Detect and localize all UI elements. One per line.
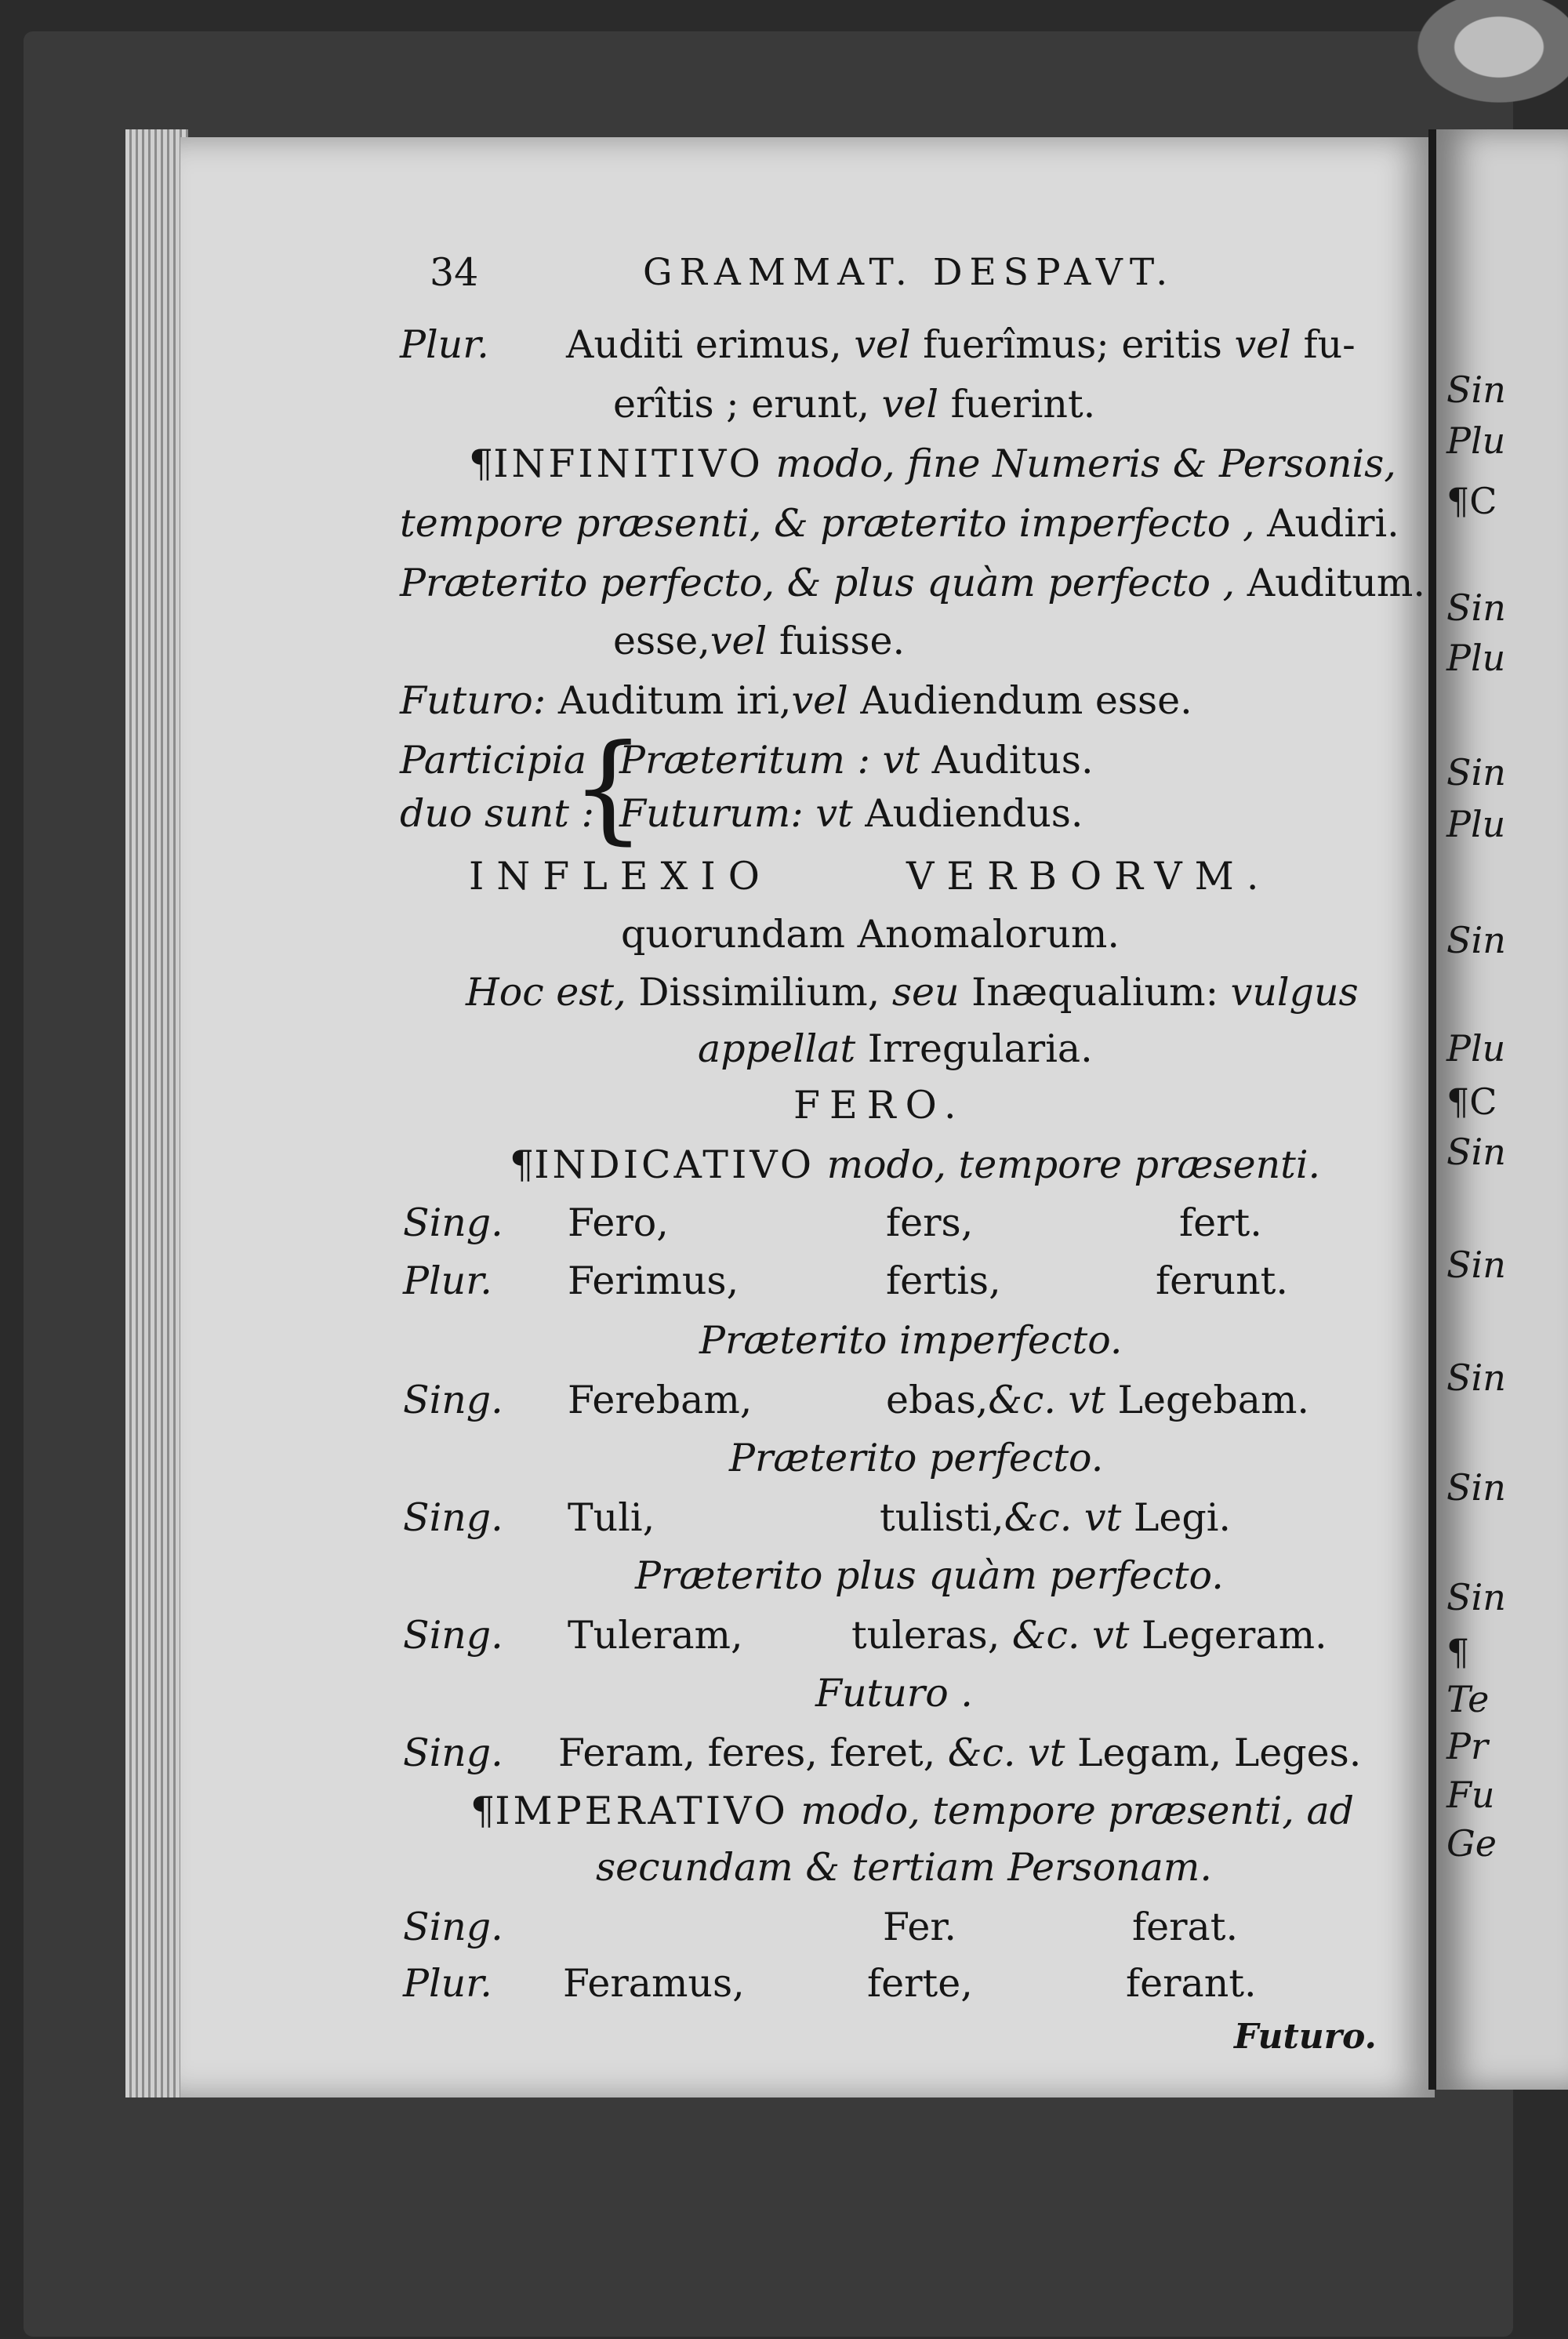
number-label: Sing. [403, 1905, 503, 1949]
facing-page-fragment: Sin [1446, 1466, 1506, 1509]
text-line-7: Futuro: Auditum iri,vel Audiendum esse. [400, 678, 1192, 723]
tense-heading: Præterito perfecto. [729, 1436, 1104, 1480]
facing-page-fragment: Plu [1446, 419, 1506, 462]
form-cell: fert. [1179, 1200, 1262, 1245]
form-cell: Feramus, [563, 1961, 745, 2006]
facing-page-fragment: Sin [1446, 1131, 1506, 1173]
form-cell: Fero, [568, 1200, 669, 1245]
number-label: Sing. [403, 1200, 503, 1245]
pilcrow-mark: ¶ [510, 1142, 535, 1187]
text-line-27: secundam & tertiam Personam. [596, 1845, 1212, 1890]
facing-page-fragment: Ge [1446, 1822, 1497, 1865]
form-cell: tulisti,&c. vt Legi. [880, 1495, 1232, 1540]
tense-heading: Præterito imperfecto. [699, 1318, 1123, 1363]
facing-page-fragment: ¶C [1446, 1081, 1497, 1123]
facing-page-fragment: Sin [1446, 1576, 1506, 1618]
number-label: Plur. [403, 1961, 492, 2006]
number-label: Sing. [403, 1495, 503, 1540]
text-line-8: Præteritum : vt Auditus. [619, 738, 1094, 783]
text-line-5: Præterito perfecto, & plus quàm perfecto , Auditum. [400, 561, 1425, 605]
form-cell: ferat. [1132, 1905, 1239, 1949]
form-cell: fertis, [886, 1258, 1001, 1303]
number-label: Sing. [403, 1731, 503, 1775]
form-cell: tuleras, &c. vt Legeram. [851, 1613, 1327, 1658]
bookmark-ribbon [1396, 0, 1568, 118]
number-label: Plur. [403, 1258, 492, 1303]
section-heading-inflexio: INFLEXIO [469, 854, 772, 899]
facing-page-fragment: Sin [1446, 919, 1506, 961]
tense-heading: Præterito plus quàm perfecto. [635, 1553, 1224, 1598]
facing-page-fragment: ¶ [1446, 1631, 1470, 1673]
text-line-12: Hoc est, Dissimilium, seu Inæqualium: vulgus [466, 970, 1359, 1015]
form-cell: Fer. [883, 1905, 956, 1949]
text-line-2: erîtis ; erunt, vel fuerint. [613, 382, 1096, 427]
catchword: Futuro. [1234, 2017, 1377, 2057]
text-line-13: appellat Irregularia. [698, 1026, 1093, 1071]
form-cell: Tuleram, [568, 1613, 743, 1658]
form-cell: Ferebam, [568, 1378, 753, 1422]
facing-page-fragment: Sin [1446, 751, 1506, 794]
form-cell: ferte, [867, 1961, 973, 2006]
facing-page-fragment: Sin [1446, 369, 1506, 411]
facing-page-fragment: Fu [1446, 1774, 1495, 1816]
text-line-1: Auditi erimus, vel fuerîmus; eritis vel fu- [566, 322, 1356, 367]
facing-page-fragment: Sin [1446, 1357, 1506, 1399]
infinitive-heading: ¶INFINITIVO modo, fine Numeris & Personis, [469, 441, 1396, 486]
form-cell: Feram, feres, feret, &c. vt Legam, Leges. [558, 1731, 1362, 1775]
text-line-6: esse,vel fuisse. [613, 619, 906, 663]
facing-page-fragment: Te [1446, 1678, 1490, 1720]
facing-page-fragment: Sin [1446, 1244, 1506, 1286]
page-number: 34 [430, 250, 479, 295]
form-cell: Tuli, [568, 1495, 655, 1540]
form-cell: Ferimus, [568, 1258, 739, 1303]
text-line-11: quorundam Anomalorum. [621, 912, 1120, 957]
facing-page-fragment: Plu [1446, 1027, 1506, 1070]
form-cell: ferunt. [1156, 1258, 1288, 1303]
number-label: Sing. [403, 1613, 503, 1658]
imperative-heading: ¶IMPERATIVO modo, tempore præsenti, ad [470, 1789, 1355, 1833]
verb-heading-fero: FERO. [793, 1083, 966, 1128]
form-cell: ebas,&c. vt Legebam. [886, 1378, 1310, 1422]
text-line-4: tempore præsenti, & præterito imperfecto , Audiri. [400, 501, 1399, 546]
form-cell: ferant. [1126, 1961, 1257, 2006]
page-edges [125, 129, 188, 2097]
facing-page-fragment: Plu [1446, 803, 1506, 845]
curly-brace: { [571, 720, 646, 856]
facing-page-fragment: Sin [1446, 587, 1506, 629]
indicative-heading: ¶INDICATIVO modo, tempore præsenti. [510, 1142, 1321, 1187]
facing-page-fragment: ¶C [1446, 480, 1497, 522]
facing-page-fragment: Pr [1446, 1725, 1488, 1767]
pilcrow-mark: ¶ [469, 441, 494, 486]
pilcrow-mark: ¶ [470, 1789, 495, 1833]
facing-page-fragment: Plu [1446, 637, 1506, 679]
tense-heading: Futuro . [815, 1671, 973, 1716]
number-label: Sing. [403, 1378, 503, 1422]
form-cell: fers, [886, 1200, 974, 1245]
section-heading-verborum: VERBORVM. [906, 854, 1272, 899]
participia-label: Participia [400, 738, 587, 783]
running-title: GRAMMAT. DESPAVT. [643, 251, 1175, 294]
text-line-9: Futurum: vt Audiendus. [619, 791, 1083, 836]
duo-sunt-label: duo sunt : [400, 791, 595, 836]
number-label: Plur. [400, 322, 489, 367]
